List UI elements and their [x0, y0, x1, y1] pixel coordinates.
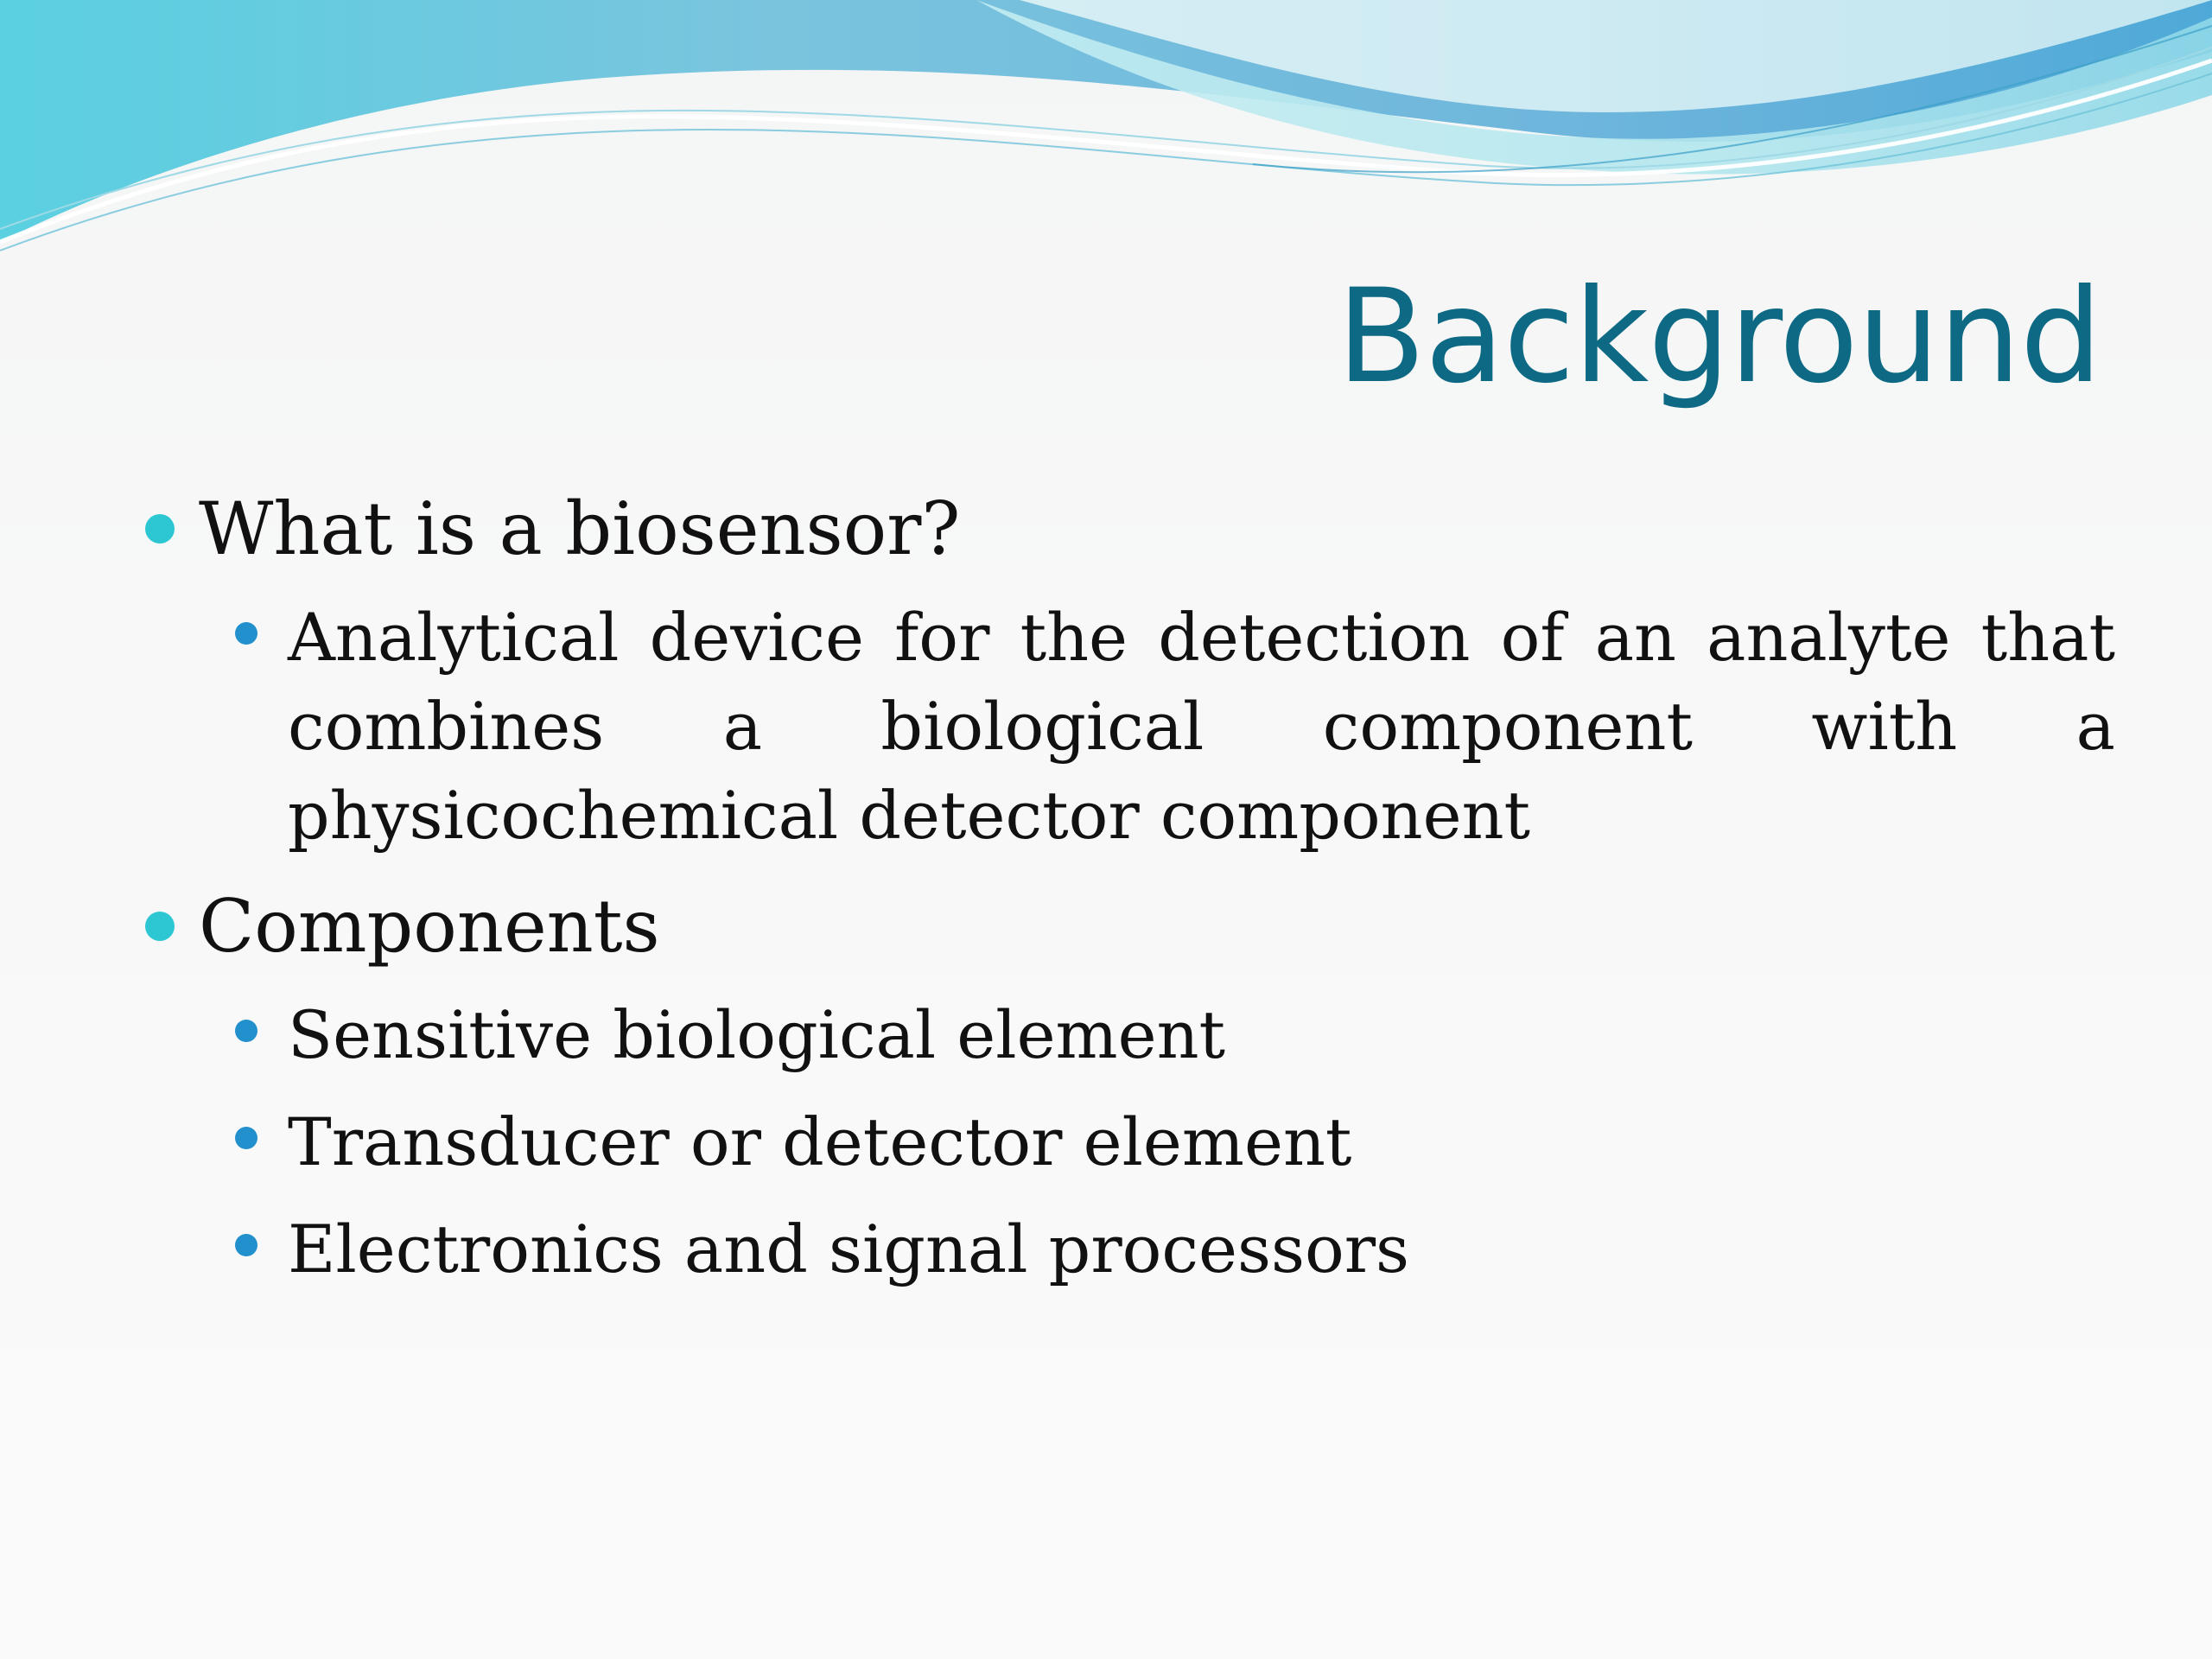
header-wave-decoration — [0, 0, 2212, 259]
bullet-item-biosensor — [199, 486, 960, 572]
sub-bullet-text: Sensitive biological element — [288, 996, 1226, 1073]
bullet-dot-icon — [145, 514, 175, 543]
sub-bullet-text: Electronics and signal processors — [288, 1211, 1410, 1287]
bullet-dot-icon — [235, 1234, 257, 1256]
slide-title: Background — [1337, 262, 2101, 412]
sub-bullet-text: Analytical device for the detection of an analyte that combines a biological component with a physicochemical detector component — [288, 599, 2115, 854]
bullet-dot-icon — [145, 912, 175, 941]
bullet-dot-icon — [235, 622, 257, 645]
sub-bullet-item-biological-element — [288, 990, 1225, 1079]
sub-bullet-text: Transducer or detector element — [288, 1103, 1352, 1180]
sub-bullet-item-electronics — [288, 1205, 1409, 1294]
bullet-text: What is a biosensor? — [199, 486, 961, 571]
bullet-item-components — [199, 883, 660, 969]
bullet-dot-icon — [235, 1020, 257, 1042]
bullet-text: Components — [199, 884, 660, 969]
sub-bullet-item-transducer — [288, 1097, 1351, 1186]
sub-bullet-item-definition — [288, 593, 2115, 860]
bullet-dot-icon — [235, 1127, 257, 1149]
